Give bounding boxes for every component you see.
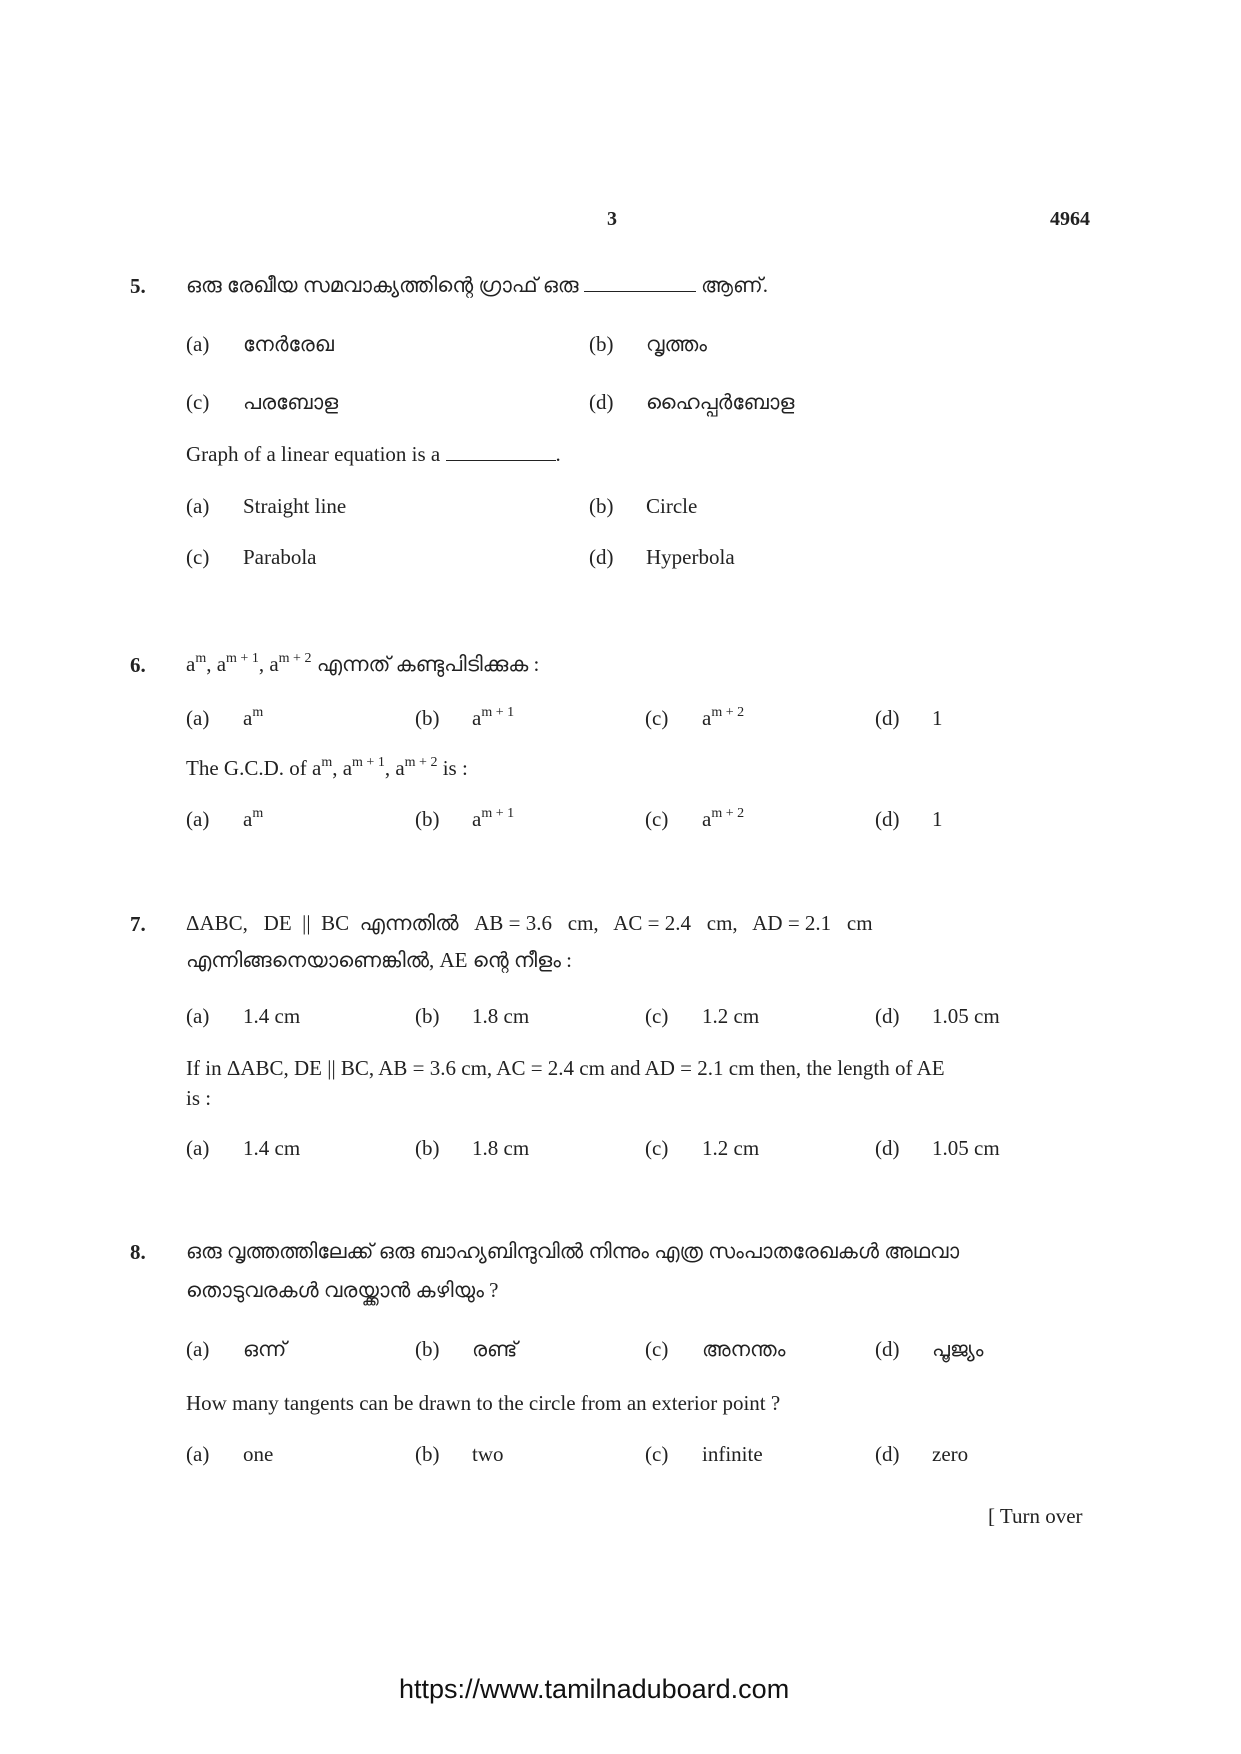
question-number: 6.: [130, 653, 146, 677]
option-text: Hyperbola: [646, 545, 735, 569]
option-label: (b): [415, 1136, 440, 1160]
question-text-before: ഒരു രേഖീയ സമവാക്യത്തിന്റെ ഗ്രാഫ് ഒരു: [186, 273, 579, 297]
question-text-en: How many tangents can be drawn to the circle from an exterior point ?: [186, 1391, 781, 1415]
page-number: 3: [607, 208, 617, 230]
question-text-en: [186, 442, 561, 467]
term-base: a: [702, 706, 712, 730]
option-text: Circle: [646, 494, 698, 518]
option-text: 1.4 cm: [243, 1004, 301, 1028]
exponent: m + 2: [404, 755, 438, 770]
option-label: (b): [415, 807, 440, 831]
option-label: (d): [875, 1442, 900, 1466]
option-label: (b): [589, 332, 614, 356]
option-label: (d): [875, 1004, 900, 1028]
question-text-ml-line2: തൊടുവരകൾ വരയ്ക്കാൻ കഴിയും ?: [186, 1278, 499, 1302]
term-base: a: [472, 706, 482, 730]
option-label: (a): [186, 494, 210, 518]
option-text: [243, 706, 263, 731]
question-text-after: is :: [442, 756, 468, 780]
term-base: a: [702, 807, 712, 831]
option-label: (b): [415, 1337, 440, 1361]
option-text: [243, 807, 263, 832]
exponent: m + 2: [278, 651, 312, 666]
question-text-ml: [186, 273, 768, 298]
option-label: (d): [875, 1136, 900, 1160]
term-base: a: [243, 706, 253, 730]
option-label: (c): [645, 1004, 669, 1028]
option-text: two: [472, 1442, 504, 1466]
question-text-en: [186, 756, 468, 781]
option-text: [702, 807, 744, 832]
option-text: രണ്ട്: [472, 1337, 518, 1361]
option-text: ഹൈപ്പർബോള: [646, 390, 795, 414]
question-number: 7.: [130, 912, 146, 936]
question-text-ml-line1: ΔABC, DE || BC എന്നതിൽ AB = 3.6 cm, AC = 2.4 cm, AD = 2.1 cm: [186, 911, 873, 935]
question-text-en-line2: is :: [186, 1086, 212, 1110]
exponent: m + 1: [481, 705, 515, 720]
option-text: പൂജ്യം: [932, 1337, 984, 1361]
option-text: 1.8 cm: [472, 1004, 530, 1028]
option-label: (c): [645, 1337, 669, 1361]
exponent: m + 2: [711, 705, 745, 720]
option-text: Straight line: [243, 494, 347, 518]
option-label: (d): [875, 807, 900, 831]
footer-url[interactable]: https://www.tamilnaduboard.com: [399, 1674, 790, 1704]
question-text-after: എന്നത് കണ്ടുപിടിക്കുക :: [316, 652, 540, 676]
exponent: m + 1: [481, 806, 515, 821]
term-separator: , a: [332, 756, 353, 780]
term-separator: , a: [258, 652, 279, 676]
answer-blank: [446, 444, 556, 461]
question-text-before: The G.C.D. of a: [186, 756, 322, 780]
option-text: 1.05 cm: [932, 1136, 1000, 1160]
question-text-before: Graph of a linear equation is a: [186, 442, 441, 466]
term-base: a: [186, 652, 196, 676]
option-text: 1.8 cm: [472, 1136, 530, 1160]
option-label: (c): [186, 390, 210, 414]
option-text: 1: [932, 807, 943, 831]
option-text: 1: [932, 706, 943, 730]
term-separator: , a: [384, 756, 405, 780]
option-label: (d): [875, 706, 900, 730]
question-text-ml: [186, 652, 539, 677]
question-text-ml-line2: എന്നിങ്ങനെയാണെങ്കിൽ, AE ന്റെ നീളം :: [186, 948, 572, 972]
exponent: m + 1: [352, 755, 385, 770]
option-text: 1.05 cm: [932, 1004, 1000, 1028]
option-label: (b): [415, 706, 440, 730]
exponent: m + 2: [711, 806, 745, 821]
turn-over-note: [ Turn over: [988, 1504, 1083, 1528]
option-label: (c): [186, 545, 210, 569]
option-label: (b): [415, 1442, 440, 1466]
option-label: (a): [186, 1442, 210, 1466]
question-number: 5.: [130, 274, 146, 298]
option-label: (b): [415, 1004, 440, 1028]
option-label: (a): [186, 1136, 210, 1160]
question-text-after: .: [555, 442, 561, 466]
option-label: (c): [645, 1442, 669, 1466]
option-label: (b): [589, 494, 614, 518]
option-text: നേർരേഖ: [243, 332, 334, 356]
option-text: 1.4 cm: [243, 1136, 301, 1160]
option-label: (a): [186, 332, 210, 356]
question-number: 8.: [130, 1240, 146, 1264]
option-label: (a): [186, 706, 210, 730]
option-text: [702, 706, 744, 731]
option-text: [472, 807, 514, 832]
question-text-after: ആണ്.: [701, 273, 768, 297]
answer-blank: [584, 275, 696, 292]
term-base: a: [472, 807, 482, 831]
option-label: (a): [186, 807, 210, 831]
option-label: (d): [589, 545, 614, 569]
option-text: 1.2 cm: [702, 1004, 760, 1028]
exponent: m: [195, 651, 207, 666]
option-text: one: [243, 1442, 274, 1466]
paper-code: 4964: [1050, 208, 1090, 230]
exponent: m: [321, 755, 333, 770]
option-text: [472, 706, 514, 731]
exponent: m + 1: [226, 651, 259, 666]
option-text: വൃത്തം: [646, 332, 707, 356]
option-label: (d): [875, 1337, 900, 1361]
option-text: 1.2 cm: [702, 1136, 760, 1160]
term-separator: , a: [206, 652, 227, 676]
option-label: (a): [186, 1004, 210, 1028]
term-base: a: [243, 807, 253, 831]
option-text: zero: [932, 1442, 969, 1466]
question-text-en-line1: If in ΔABC, DE || BC, AB = 3.6 cm, AC = 2.4 cm and AD = 2.1 cm then, the length of AE: [186, 1056, 945, 1080]
option-label: (c): [645, 1136, 669, 1160]
option-label: (a): [186, 1337, 210, 1361]
option-text: Parabola: [243, 545, 317, 569]
exponent: m: [252, 806, 264, 821]
option-text: infinite: [702, 1442, 763, 1466]
option-label: (d): [589, 390, 614, 414]
option-label: (c): [645, 807, 669, 831]
question-text-ml-line1: ഒരു വൃത്തത്തിലേക്ക് ഒരു ബാഹ്യബിന്ദുവിൽ നിന്നും എത്ര സംപാതരേഖകൾ അഥവാ: [186, 1239, 960, 1263]
exponent: m: [252, 705, 264, 720]
option-text: പരബോള: [243, 390, 339, 414]
option-text: ഒന്ന്: [243, 1337, 287, 1361]
option-label: (c): [645, 706, 669, 730]
option-text: അനന്തം: [702, 1337, 786, 1361]
